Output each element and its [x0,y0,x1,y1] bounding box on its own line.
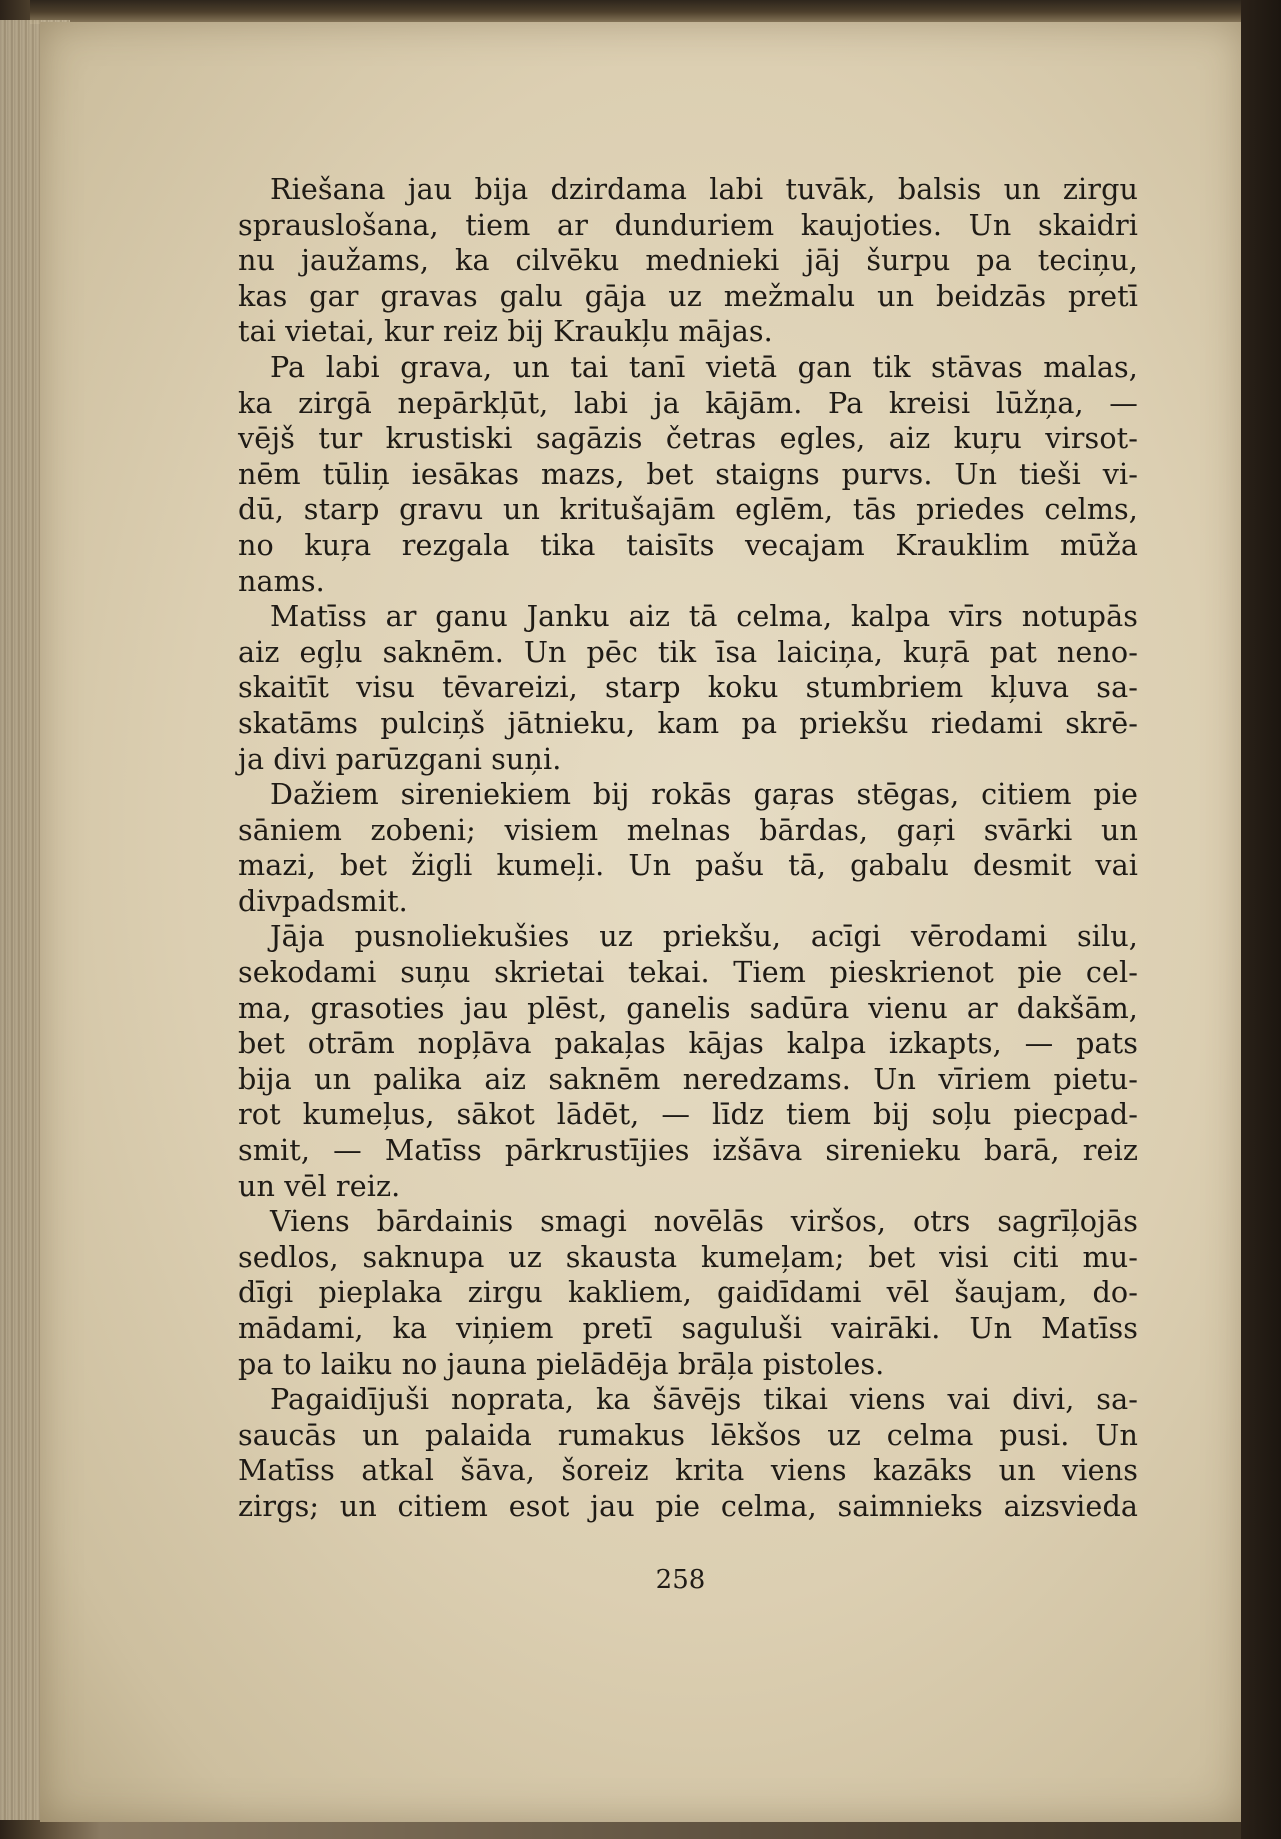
text-line: saucās un palaida rumakus lēkšos uz celma pusi. Un [238,1417,1138,1452]
text-line: Matīss atkal šāva, šoreiz krita viens kazāks un viens [238,1453,1138,1488]
page-text [238,172,1138,1525]
text-line: sāniem zobeni; visiem melnas bārdas, gaŗi svārki un [238,812,1138,847]
text-line: dīgi pieplaka zirgu kakliem, gaidīdami vēl šaujam, do- [238,1275,1138,1310]
text-line: tai vietai, kur reiz bij Kraukļu mājas. [238,314,773,349]
text-line: sedlos, saknupa uz skausta kumeļam; bet visi citi mu- [238,1239,1138,1274]
text-line: Pagaidījuši noprata, ka šāvējs tikai viens vai divi, sa- [270,1382,1138,1417]
text-line: skatāms pulciņš jātnieku, kam pa priekšu riedami skrē- [238,705,1138,740]
text-line: nēm tūliņ iesākas mazs, bet staigns purvs. Un tieši vi- [238,456,1138,491]
text-line: sekodami suņu skrietai tekai. Tiem pieskrienot pie cel- [238,955,1138,990]
text-line: nams. [238,563,325,598]
text-line: ja divi parūzgani suņi. [238,741,562,776]
text-line: bija un palika aiz saknēm neredzams. Un vīriem pietu- [238,1061,1138,1096]
text-line: ma, grasoties jau plēst, ganelis sadūra vienu ar dakšām, [238,990,1138,1025]
text-line: aiz egļu saknēm. Un pēc tik īsa laiciņa, kuŗā pat neno- [238,634,1138,669]
page-number: 258 [655,1565,706,1595]
text-line: Jāja pusnoliekušies uz priekšu, acīgi vērodami silu, [270,919,1138,954]
text-line: sprauslošana, tiem ar dunduriem kaujoties. Un skaidri [238,207,1138,242]
text-line: smit, — Matīss pārkrustījies izšāva sirenieku barā, reiz [238,1133,1138,1168]
text-line: bet otrām nopļāva pakaļas kājas kalpa izkapts, — pats [238,1026,1138,1061]
text-line: ka zirgā nepārkļūt, labi ja kājām. Pa kreisi lūžņa, — [238,385,1138,420]
text-line: kas gar gravas galu gāja uz mežmalu un beidzās pretī [238,278,1138,313]
text-line: skaitīt visu tēvareizi, starp koku stumbriem kļuva sa- [238,670,1138,705]
text-line: no kuŗa rezgala tika taisīts vecajam Krauklim mūža [238,527,1138,562]
text-line: mazi, bet žigli kumeļi. Un pašu tā, gabalu desmit vai [238,848,1138,883]
book-spine [1241,0,1281,1839]
text-line: dū, starp gravu un kritušajām eglēm, tās priedes celms, [238,492,1138,527]
top-edge [30,0,1281,24]
text-line: mādami, ka viņiem pretī saguluši vairāki. Un Matīss [238,1311,1138,1345]
text-line: un vēl reiz. [238,1168,401,1203]
text-line: zirgs; un citiem esot jau pie celma, saimnieks aizsvieda [238,1488,1138,1523]
text-line: nu jaužams, ka cilvēku mednieki jāj šurpu pa teciņu, [238,243,1138,278]
text-line: rot kumeļus, sākot lādēt, — līdz tiem bij soļu piecpad- [238,1097,1138,1132]
text-line: vējš tur krustiski sagāzis četras egles, aiz kuŗu virsot- [238,421,1138,456]
text-line: Viens bārdainis smagi novēlās viršos, otrs sagrīļojās [270,1204,1138,1239]
text-line: Pa labi grava, un tai tanī vietā gan tik stāvas malas, [270,349,1138,384]
text-line: Riešana jau bija dzirdama labi tuvāk, balsis un zirgu [270,172,1138,206]
text-line: Dažiem sireniekiem bij rokās gaŗas stēgas, citiem pie [270,777,1138,812]
text-line: pa to laiku no jauna pielādēja brāļa pistoles. [238,1346,885,1381]
text-line: Matīss ar ganu Janku aiz tā celma, kalpa vīrs notupās [270,599,1138,634]
text-line: divpadsmit. [238,883,408,918]
